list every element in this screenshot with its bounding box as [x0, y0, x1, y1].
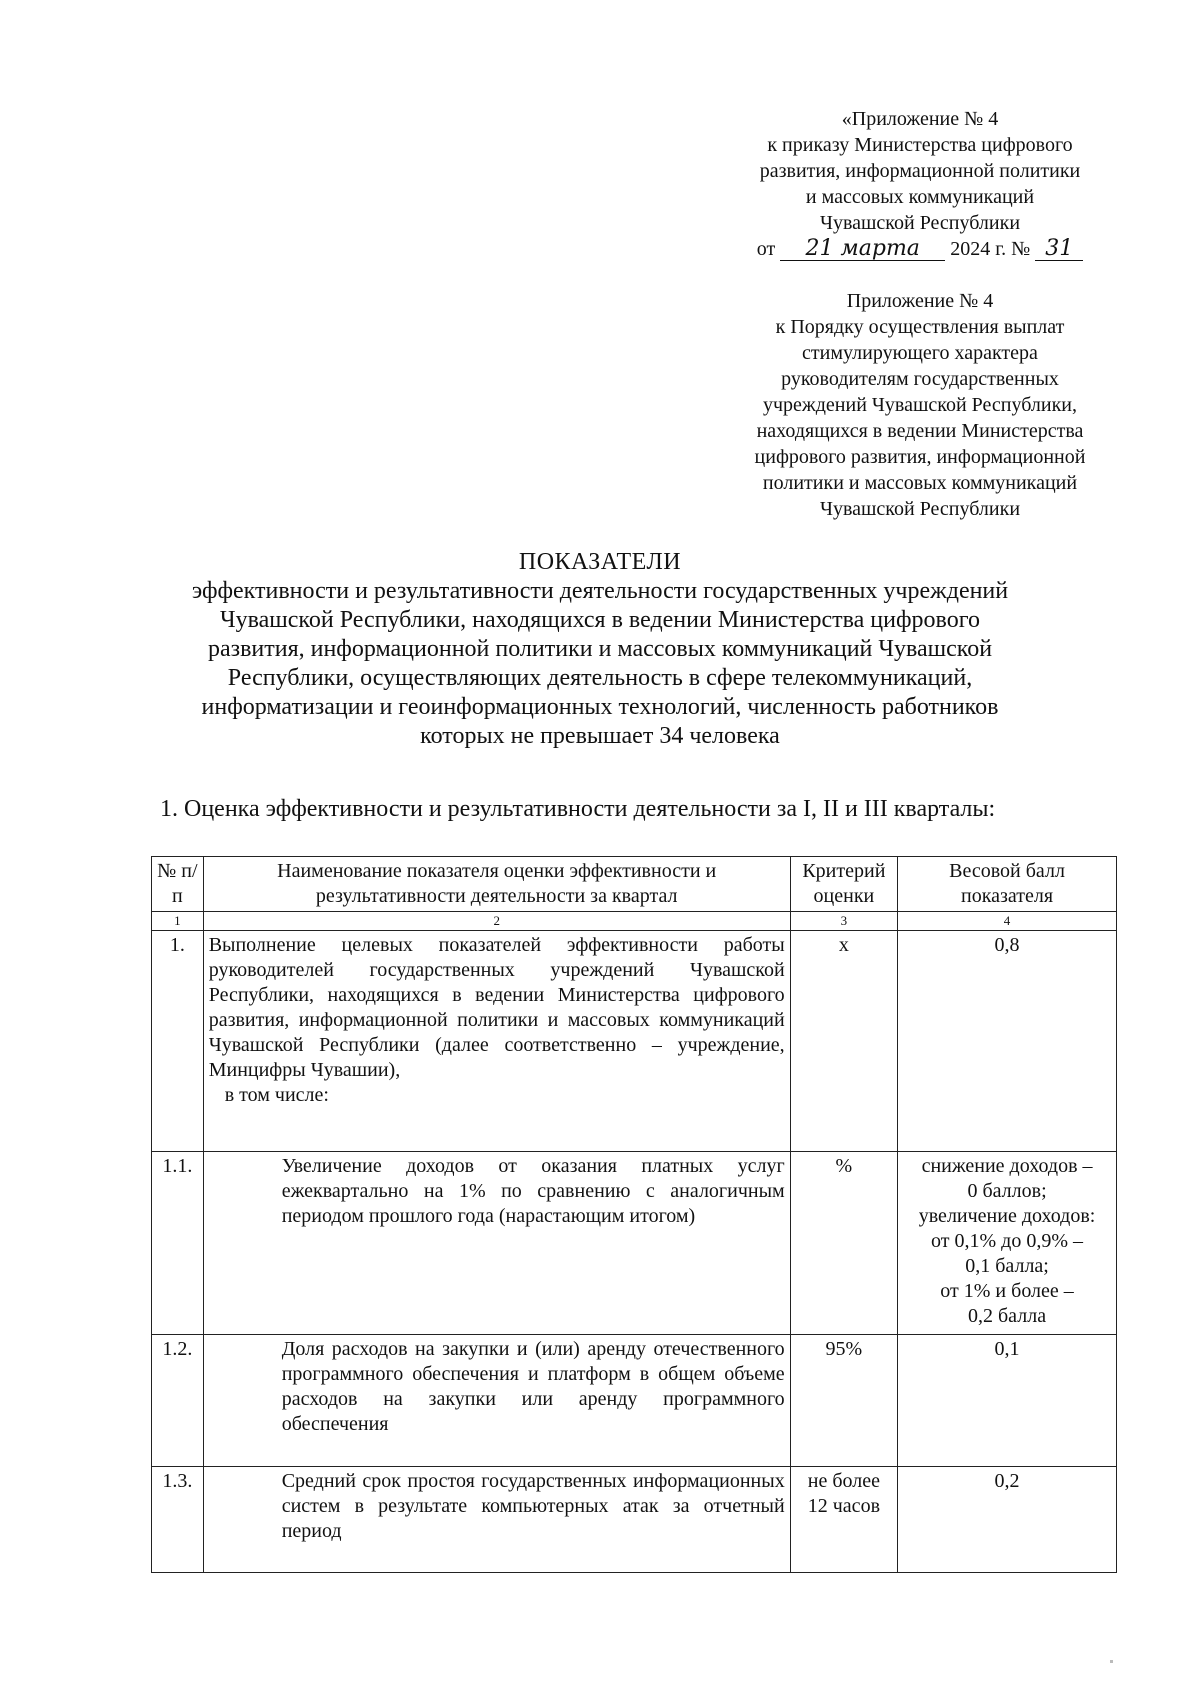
order-date-line — [720, 236, 1120, 262]
row-weight-line: от 0,1% до 0,9% – — [931, 1230, 1084, 1252]
appendix-procedure-block — [720, 288, 1120, 522]
row-weight — [898, 1335, 1117, 1467]
row-indicator-text: Выполнение целевых показателей эффективности работы руководителей государственных учреждений Чувашской Республики, находящихся в ведении Министерства цифрового развития, информационной политики и массовых коммуникаций Чувашской Республики (далее соответственно – учреждение, Минцифры Чувашии), — [208, 934, 785, 1081]
table-row — [152, 1335, 1117, 1467]
row-criterion: не более 12 часов — [790, 1467, 897, 1573]
year-number-label: 2024 г. № — [950, 238, 1031, 260]
row-weight-line: снижение доходов – — [921, 1155, 1093, 1177]
row-indicator-name — [203, 1335, 790, 1467]
appendix-order-line: к приказу Министерства цифрового — [767, 134, 1073, 156]
row-indicator-name — [203, 931, 790, 1152]
row-weight-line: 0,8 — [994, 934, 1020, 956]
table-row — [152, 931, 1117, 1152]
subtitle-line: эффективности и результативности деятельности государственных учреждений — [191, 578, 1009, 604]
handwritten-order-number: 31 — [1035, 238, 1083, 261]
row-weight-line: 0,2 — [994, 1470, 1020, 1492]
scan-speck — [1110, 1660, 1113, 1663]
row-indicator-text: Увеличение доходов от оказания платных услуг ежеквартально на 1% по сравнению с аналогичным периодом прошлого года (нарастающим итогом) — [281, 1155, 785, 1227]
appendix-procedure-line: к Порядку осуществления выплат — [775, 316, 1065, 338]
subtitle-line: Республики, осуществляющих деятельность в сфере телекоммуникаций, — [227, 665, 973, 691]
row-weight — [898, 1152, 1117, 1335]
table-row — [152, 1467, 1117, 1573]
row-weight-line: от 1% и более – — [940, 1280, 1074, 1302]
row-indicator-text: Доля расходов на закупки и (или) аренду отечественного программного обеспечения и платформ в общем объеме расходов на закупки или аренду программного обеспечения — [281, 1338, 785, 1435]
column-numbers-row — [152, 912, 1117, 931]
appendix-procedure-line: учреждений Чувашской Республики, — [763, 394, 1077, 416]
document-title: ПОКАЗАТЕЛИ — [518, 549, 682, 575]
subtitle-line: Чувашской Республики, находящихся в ведении Министерства цифрового — [220, 607, 980, 633]
column-number: 4 — [898, 912, 1117, 931]
document-title-block — [120, 548, 1080, 751]
appendix-procedure-line: политики и массовых коммуникаций — [762, 472, 1078, 494]
column-number: 3 — [790, 912, 897, 931]
header-criterion: Критерий оценки — [790, 857, 897, 912]
row-indicator-name — [203, 1152, 790, 1335]
header-name: Наименование показателя оценки эффективности и результативности деятельности за квартал — [203, 857, 790, 912]
appendix-order-line: развития, информационной политики — [759, 160, 1081, 182]
row-number: 1.1. — [152, 1152, 204, 1335]
row-criterion: % — [790, 1152, 897, 1335]
subtitle-line: информатизации и геоинформационных технологий, численность работников — [201, 694, 999, 720]
row-weight-line: 0 баллов; — [967, 1180, 1047, 1202]
appendix-procedure-line: Приложение № 4 — [846, 290, 994, 312]
appendix-order-line: и массовых коммуникаций — [805, 186, 1035, 208]
appendix-procedure-line: Чувашской Республики — [819, 498, 1021, 520]
header-num: № п/п — [152, 857, 204, 912]
header-weight: Весовой балл показателя — [898, 857, 1117, 912]
row-weight-line: 0,2 балла — [968, 1305, 1047, 1327]
table-row — [152, 1152, 1117, 1335]
section-heading: 1. Оценка эффективности и результативности деятельности за I, II и III кварталы: — [160, 796, 996, 822]
column-number: 1 — [152, 912, 204, 931]
handwritten-date: 21 марта — [780, 238, 945, 261]
indicators-table — [151, 856, 1117, 1573]
row-weight — [898, 931, 1117, 1152]
row-indicator-name — [203, 1467, 790, 1573]
row-criterion: х — [790, 931, 897, 1152]
row-weight — [898, 1467, 1117, 1573]
appendix-procedure-line: руководителям государственных — [781, 368, 1059, 390]
appendix-procedure-line: цифрового развития, информационной — [754, 446, 1086, 468]
row-weight-line: 0,1 балла; — [965, 1255, 1049, 1277]
appendix-order-line: Чувашской Республики — [819, 212, 1021, 234]
appendix-procedure-line: находящихся в ведении Министерства — [756, 420, 1084, 442]
row-number: 1.3. — [152, 1467, 204, 1573]
row-number: 1.2. — [152, 1335, 204, 1467]
column-number: 2 — [203, 912, 790, 931]
row-weight-line: 0,1 — [994, 1338, 1020, 1360]
appendix-order-line: «Приложение № 4 — [841, 108, 999, 130]
row-indicator-extra: в том числе: — [224, 1084, 329, 1106]
row-criterion: 95% — [790, 1335, 897, 1467]
subtitle-line: которых не превышает 34 человека — [420, 723, 780, 749]
subtitle-line: развития, информационной политики и массовых коммуникаций Чувашской — [207, 636, 993, 662]
row-indicator-text: Средний срок простоя государственных информационных систем в результате компьютерных атак за отчетный период — [281, 1470, 785, 1542]
appendix-order-block — [720, 106, 1120, 262]
row-number: 1. — [152, 931, 204, 1152]
date-prefix: от — [756, 238, 776, 260]
table-header-row — [152, 857, 1117, 912]
row-weight-line: увеличение доходов: — [918, 1205, 1096, 1227]
appendix-procedure-line: стимулирующего характера — [802, 342, 1038, 364]
